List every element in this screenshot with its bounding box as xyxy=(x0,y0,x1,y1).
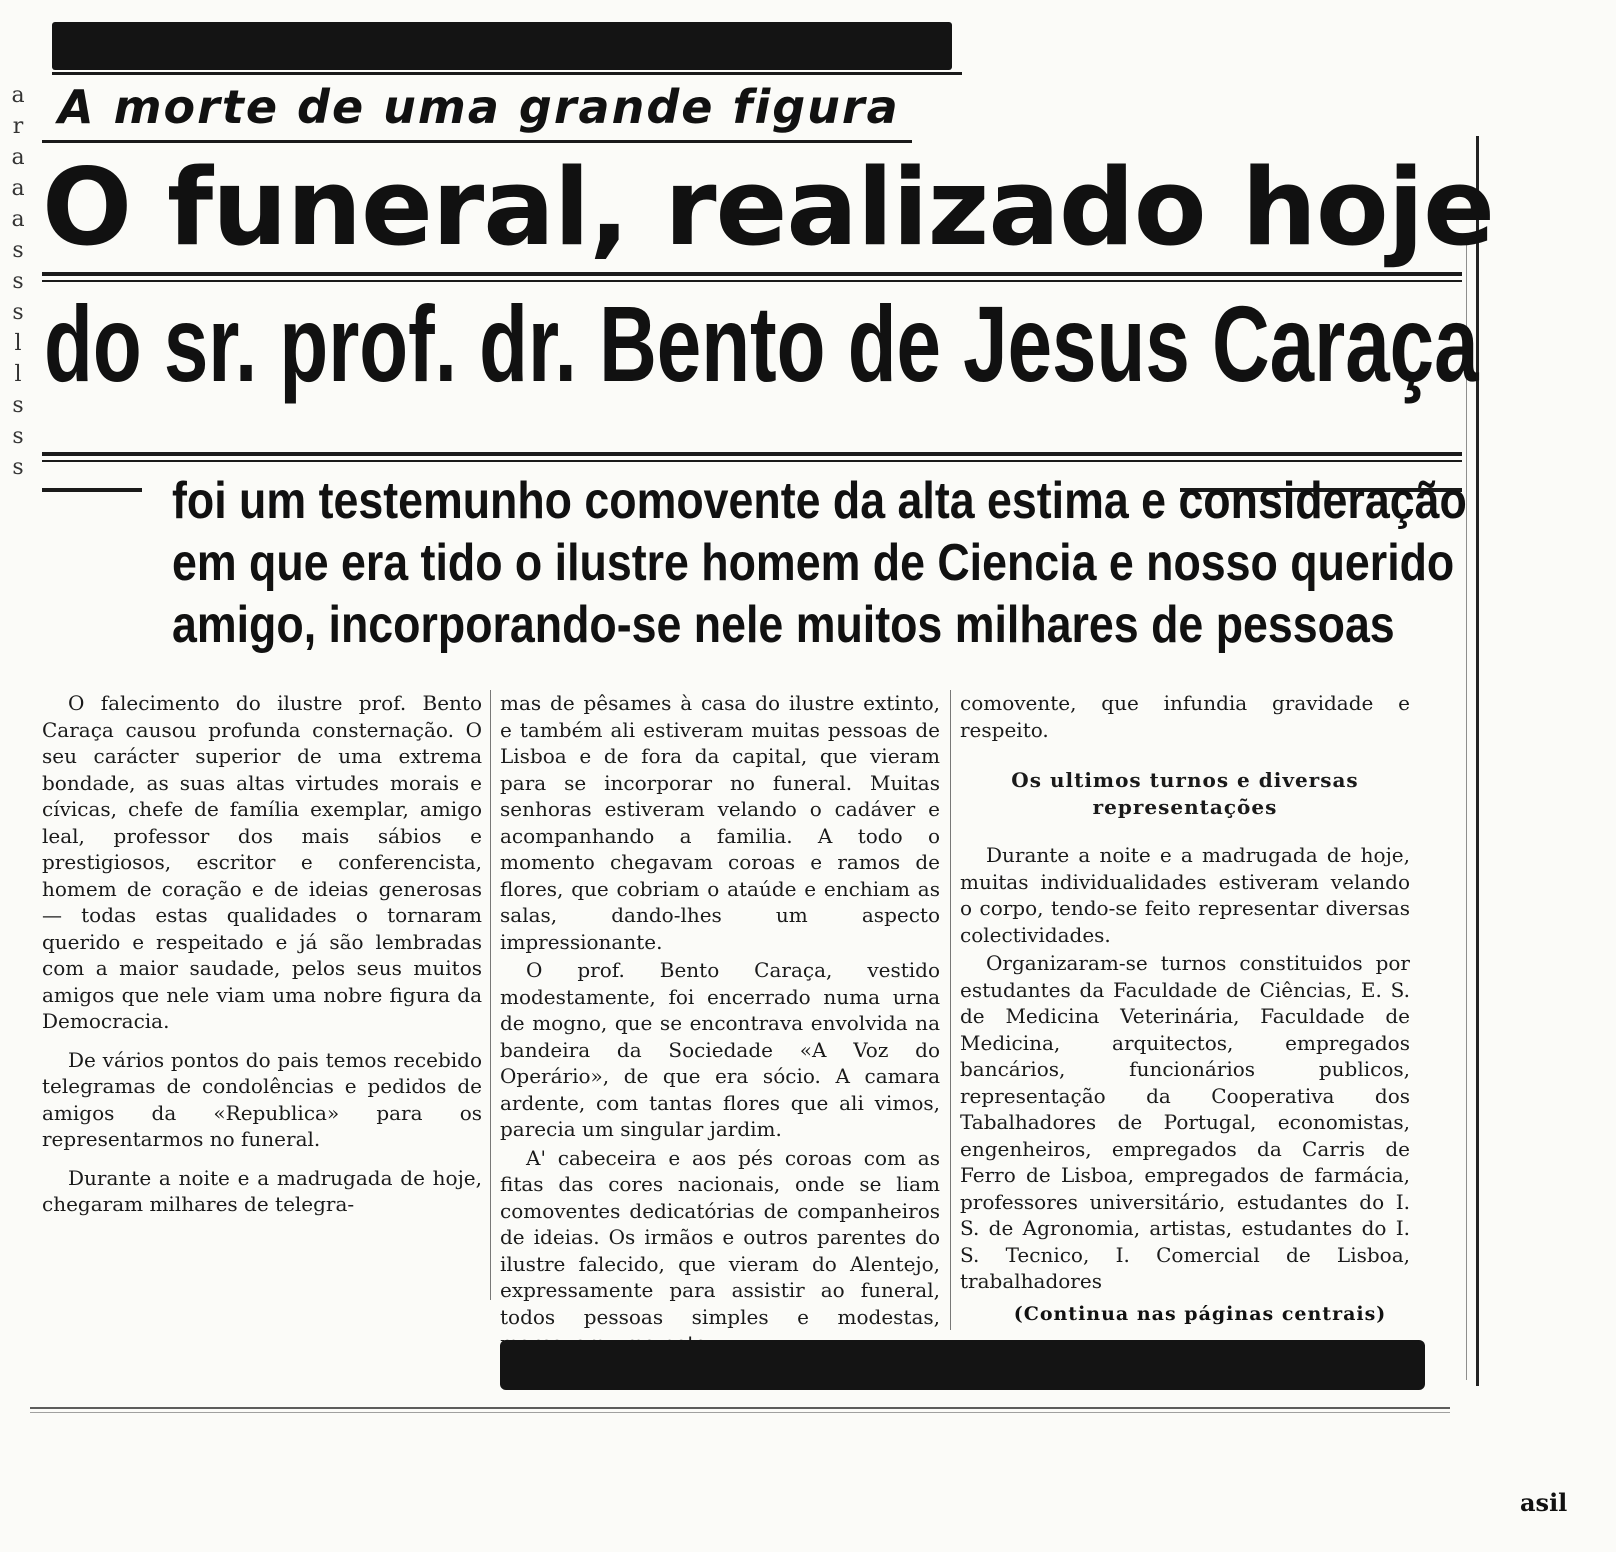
headline-double-rule-2a xyxy=(42,452,1462,456)
margin-letter: s xyxy=(12,269,24,294)
margin-letter: s xyxy=(12,424,24,449)
bottom-rule xyxy=(30,1407,1450,1409)
top-thin-rule xyxy=(52,72,962,75)
margin-letter: l xyxy=(14,362,22,387)
section-title: Os ultimos turnos e diversas representações xyxy=(1011,768,1359,819)
subheadline-line: em que era tido o ilustre homem de Ciencia e nosso querido xyxy=(172,534,1455,592)
bottom-rule-2 xyxy=(30,1412,1450,1413)
margin-letter: a xyxy=(11,145,25,170)
corner-mark: asil xyxy=(1520,1488,1568,1517)
article-column-1 xyxy=(42,690,482,1230)
article-paragraph: mas de pêsames à casa do ilustre extinto, e também ali estiveram muitas pessoas de Lisboa e de fora da capital, que vieram para se incorporar no funeral. Muitas senhoras estiveram velando o cadáver e acompanhando a familia. A todo o momento chegavam coroas e ramos de flores, que cobriam o ataúde e enchiam as salas, dando-lhes um aspecto impressionante. xyxy=(500,691,940,954)
margin-letter: s xyxy=(12,300,24,325)
article-paragraph: Organizaram-se turnos constituidos por estudantes da Faculdade de Ciências, E. S. de Medicina Veterinária, Faculdade de Medicina, arquitectos, empregados bancários, funcionários publicos, representação da Cooperativa dos Tabalhadores de Portugal, economistas, engenheiros, empregados da Carris de Ferro de Lisboa, empregados de farmácia, professores universitário, estudantes do I. S. de Agronomia, artistas, estudantes do I. S. Tecnico, I. Comercial de Lisboa, trabalhadores xyxy=(960,951,1410,1293)
subhead-left-rule xyxy=(42,488,142,492)
top-black-bar xyxy=(52,22,952,70)
article-paragraph: De vários pontos do pais temos recebido telegramas de condolências e pedidos de amigos da «Republica» para os representarmos no funeral. xyxy=(42,1047,482,1151)
margin-letter: s xyxy=(12,393,24,418)
headline-double-rule-2b xyxy=(42,460,1462,462)
margin-letters xyxy=(8,80,28,483)
article-paragraph: Durante a noite e a madrugada de hoje, muitas individualidades estiveram velando o corpo, tendo-se feito representar diversas colectividades. xyxy=(960,843,1410,947)
margin-letter: r xyxy=(12,114,24,139)
kicker-headline: A morte de uma grande figura xyxy=(58,80,900,134)
margin-letter: a xyxy=(11,176,25,201)
article-column-3 xyxy=(960,690,1410,1297)
article-paragraph: Durante a noite e a madrugada de hoje, chegaram milhares de telegra- xyxy=(42,1165,482,1216)
headline-double-rule-1b xyxy=(42,280,1462,282)
column-separator-2 xyxy=(950,690,951,1330)
margin-letter: a xyxy=(11,207,25,232)
subheadline-line: amigo, incorporando-se nele muitos milhares de pessoas xyxy=(172,596,1395,654)
bottom-black-bar xyxy=(500,1340,1425,1390)
margin-letter: a xyxy=(11,83,25,108)
column-separator-1 xyxy=(490,690,491,1300)
article-column-2 xyxy=(500,690,940,1359)
margin-letter: l xyxy=(14,331,22,356)
article-paragraph: comovente, que infundia gravidade e respeito. xyxy=(960,691,1410,742)
subheadline xyxy=(172,470,1467,656)
article-paragraph: O falecimento do ilustre prof. Bento Caraça causou profunda consternação. O seu carácter superior de uma extrema bondade, as suas altas virtudes morais e cívicas, chefe de família exemplar, amigo leal, professor dos mais sábios e prestigiosos, escritor e conferencista, homem de coração e de ideias generosas — todas estas qualidades o tornaram querido e respeitado e já são lembradas com a maior saudade, pelos seus muitos amigos que nele viam uma nobre figura da Democracia. xyxy=(42,691,482,1033)
subheadline-line: foi um testemunho comovente da alta estima e consideração xyxy=(172,472,1467,530)
headline-double-rule-1a xyxy=(42,272,1462,276)
headline-main: O funeral, realizado hoje xyxy=(42,146,1494,269)
article-paragraph: A' cabeceira e aos pés coroas com as fitas das cores nacionais, onde se liam comoventes dedicatórias de companheiros de ideias. Os irmãos e outros parentes do ilustre falecido, que vieram do Alentejo, expressamente para assistir ao funeral, todos pessoas simples e modestas, xyxy=(500,1145,940,1329)
kicker-underline xyxy=(42,140,912,143)
continuation-note: (Continua nas páginas centrais) xyxy=(1013,1303,1387,1325)
article-paragraph: O prof. Bento Caraça, vestido modestamente, foi encerrado numa urna de mogno, que se encontrava envolvida na bandeira da Sociedade «A Voz do Operário», de que era sócio. A camara ardente, com tantas flores que ali vimos, parecia um singular jardim. xyxy=(500,958,940,1141)
margin-letter: s xyxy=(12,238,24,263)
margin-letter: s xyxy=(12,455,24,480)
right-border-line-inner xyxy=(1466,240,1467,1380)
headline-name: do sr. prof. dr. Bento de Jesus Caraça xyxy=(44,283,1479,404)
